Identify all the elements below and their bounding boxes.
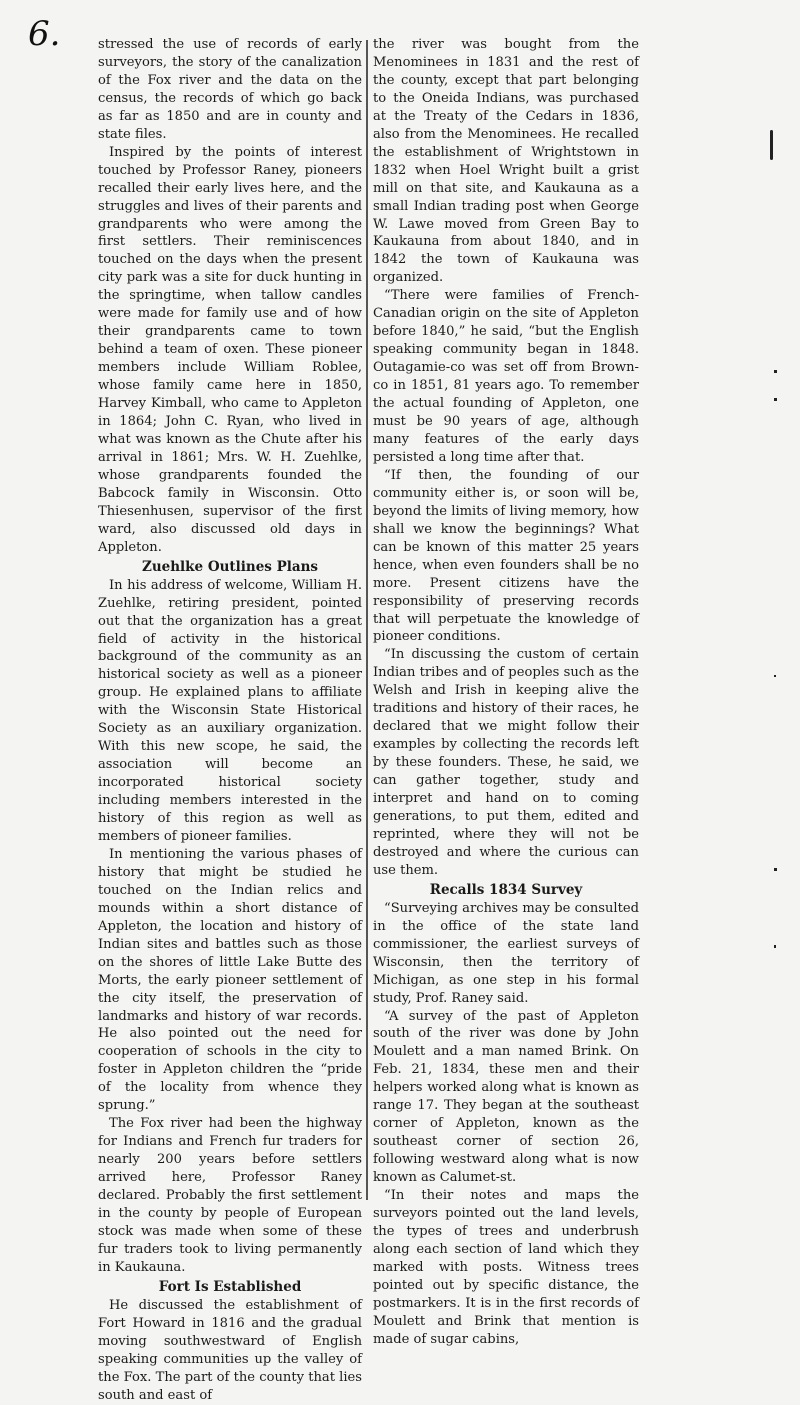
article-paragraph: In mentioning the various phases of history that might be studied he touched on the Indian relics and mounds within a short distance of Appleton, the location and history of Indian sites and battles such as those on the shores of little Lake Butte des Morts, the early pioneer settlement of the city itself, the preservation of landmarks and history of war records. He also pointed out the need for cooperation of schools in the city to foster in Appleton children the “pride of the locality from whence they sprung.”: [98, 846, 362, 1114]
article-paragraph: the river was bought from the Menominees in 1831 and the rest of the county, except that part belonging to the Oneida Indians, was purchased at the Treaty of the Cedars in 1836, also from the Menominees. He recalled the establishment of Wrightstown in 1832 when Hoel Wright built a grist mill on that site, and Kaukauna as a small Indian trading post when George W. Lawe moved from Green Bay to Kaukauna from about 1840, and in 1842 the town of Kaukauna was organized.: [373, 37, 639, 286]
page-number: 6.: [28, 14, 61, 54]
margin-mark: [774, 945, 776, 948]
left-column: [98, 36, 362, 1405]
margin-mark: [774, 370, 777, 373]
subheading: Recalls 1834 Survey: [429, 881, 583, 898]
article-paragraph: “There were families of French-Canadian origin on the site of Appleton before 1840,” he said, “but the English speaking community began in 1848. Outagamie-co was set off from Brown-co in 1851, 81 years ago. To remember the actual founding of Appleton, one must be 90 years of age, although many features of the early days persisted a long time after that.: [373, 288, 639, 465]
article-paragraph: “Surveying archives may be consulted in the office of the state land commissioner, the earliest surveys of Wisconsin, then the territory of Michigan, as one step in his formal study, Prof. Raney said.: [373, 900, 639, 1006]
article-paragraph: “If then, the founding of our community either is, or soon will be, beyond the limits of living memory, how shall we know the beginnings? What can be known of this matter 25 years hence, when even founders shall be no more. Present citizens have the responsibility of preserving records that will perpetuate the knowledge of pioneer conditions.: [373, 467, 639, 645]
article-paragraph: Inspired by the points of interest touched by Professor Raney, pioneers recalled their early lives here, and the struggles and lives of their parents and grandparents who were among the first settlers. Their reminiscences touched on the days when the present city park was a site for duck hunting in the springtime, when tallow candles were made for family use and of how their grandparents came to town behind a team of oxen. These pioneer members include William Roblee, whose family came here in 1850, Harvey Kimball, who came to Appleton in 1864; John C. Ryan, who lived in what was known as the Chute after his arrival in 1861; Mrs. W. H. Zuehlke, whose grandparents founded the Babcock family in Wisconsin. Otto Thiesenhusen, supervisor of the first ward, also discussed old days in Appleton.: [98, 144, 362, 555]
margin-mark: [774, 675, 776, 677]
article-paragraph: He discussed the establishment of Fort Howard in 1816 and the gradual moving southwestward of English speaking communities up the valley of the Fox. The part of the county that lies south and east of: [98, 1297, 362, 1403]
article-paragraph: stressed the use of records of early surveyors, the story of the canalization of the Fox river and the data on the census, the records of which go back as far as 1850 and are in county and state files.: [98, 37, 362, 142]
article-paragraph: “In discussing the custom of certain Indian tribes and of peoples such as the Welsh and Irish in keeping alive the traditions and history of their races, he declared that we might follow their examples by collecting the records left by these founders. These, he said, we can gather together, study and interpret and hand on to coming generations, to put them, edited and reprinted, where they will not be destroyed and where the curious can use them.: [373, 647, 639, 878]
column-divider: [366, 40, 368, 1200]
article-paragraph: “In their notes and maps the surveyors pointed out the land levels, the types of trees and underbrush along each section of land which they marked with posts. Witness trees pointed out by specific distance, the postmarkers. It is in the first records of Moulett and Brink that mention is made of sugar cabins,: [373, 1188, 639, 1347]
article-paragraph: The Fox river had been the highway for Indians and French fur traders for nearly 200 years before settlers arrived here, Professor Raney declared. Probably the first settlement in the county by people of European stock was made when some of these fur traders took to living permanently in Kaukauna.: [98, 1116, 362, 1275]
margin-mark: [774, 868, 777, 871]
article-paragraph: “A survey of the past of Appleton south of the river was done by John Moulett and a man named Brink. On Feb. 21, 1834, these men and their helpers worked along what is known as range 17. They began at the southeast corner of Appleton, known as the southeast corner of section 26, following westward along what is now known as Calumet-st.: [373, 1008, 639, 1186]
article-paragraph: In his address of welcome, William H. Zuehlke, retiring president, pointed out that the organization has a great field of activity in the historical background of the community as an historical society as well as a pioneer group. He explained plans to affiliate with the Wisconsin State Historical Society as an auxiliary organization. With this new scope, he said, the association will become an incorporated historical society including members interested in the history of this region as well as members of pioneer families.: [98, 577, 362, 844]
margin-mark: [770, 130, 773, 160]
subheading: Zuehlke Outlines Plans: [141, 558, 319, 575]
subheading: Fort Is Established: [158, 1278, 302, 1295]
right-column: [373, 36, 639, 1349]
margin-mark: [774, 398, 777, 401]
